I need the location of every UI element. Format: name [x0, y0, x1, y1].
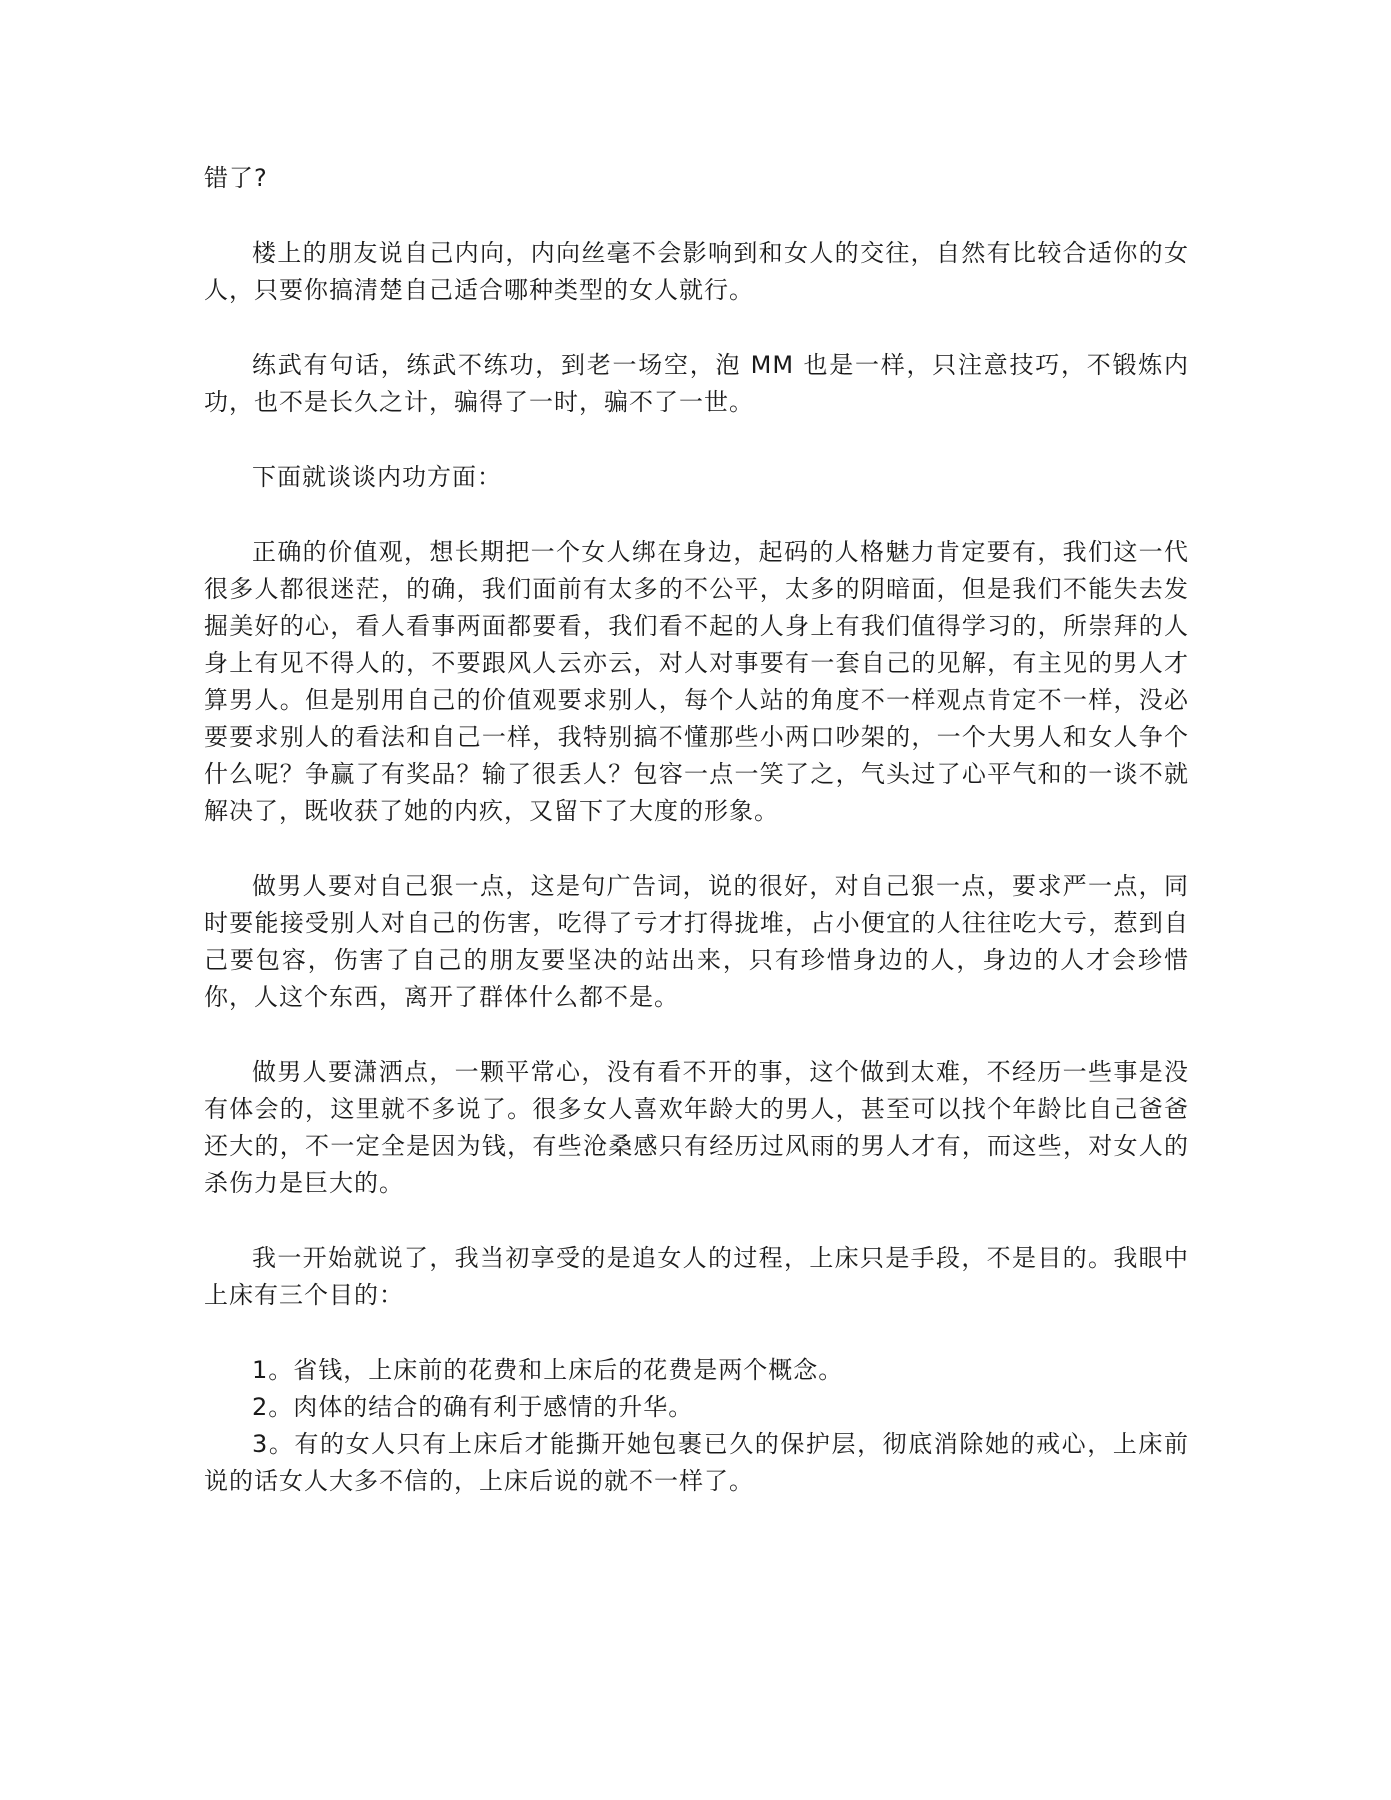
paragraph-3: 练武有句话，练武不练功，到老一场空，泡 MM 也是一样，只注意技巧，不锻炼内功，也不是长久之计，骗得了一时，骗不了一世。: [204, 351, 1189, 416]
paragraph-8: 我一开始就说了，我当初享受的是追女人的过程，上床只是手段，不是目的。我眼中上床有三个目的：: [204, 1244, 1189, 1309]
list-item: 1。省钱，上床前的花费和上床后的花费是两个概念。: [252, 1356, 844, 1384]
document-page: [204, 160, 1189, 1500]
numbered-list: [204, 1352, 1189, 1500]
list-item: 3。有的女人只有上床后才能撕开她包裹已久的保护层，彻底消除她的戒心，上床前说的话女人大多不信的，上床后说的就不一样了。: [204, 1430, 1189, 1495]
paragraph-1: 错了?: [204, 164, 268, 192]
list-item: 2。肉体的结合的确有利于感情的升华。: [252, 1393, 694, 1421]
paragraph-7: 做男人要潇洒点，一颗平常心，没有看不开的事，这个做到太难，不经历一些事是没有体会的，这里就不多说了。很多女人喜欢年龄大的男人，甚至可以找个年龄比自己爸爸还大的，不一定全是因为钱，有些沧桑感只有经历过风雨的男人才有，而这些，对女人的杀伤力是巨大的。: [204, 1058, 1189, 1197]
paragraph-4: 下面就谈谈内功方面：: [252, 463, 502, 491]
paragraph-2: 楼上的朋友说自己内向，内向丝毫不会影响到和女人的交往，自然有比较合适你的女人，只要你搞清楚自己适合哪种类型的女人就行。: [204, 239, 1189, 304]
paragraph-5: 正确的价值观，想长期把一个女人绑在身边，起码的人格魅力肯定要有，我们这一代很多人都很迷茫，的确，我们面前有太多的不公平，太多的阴暗面，但是我们不能失去发掘美好的心，看人看事两面都要看，我们看不起的人身上有我们值得学习的，所崇拜的人身上有见不得人的，不要跟风人云亦云，对人对事要有一套自己的见解，有主见的男人才算男人。但是别用自己的价值观要求别人，每个人站的角度不一样观点肯定不一样，没必要要求别人的看法和自己一样，我特别搞不懂那些小两口吵架的，一个大男人和女人争个什么呢？争赢了有奖品？输了很丢人？包容一点一笑了之，气头过了心平气和的一谈不就解决了，既收获了她的内疚，又留下了大度的形象。: [204, 538, 1189, 825]
paragraph-6: 做男人要对自己狠一点，这是句广告词，说的很好，对自己狠一点，要求严一点，同时要能接受别人对自己的伤害，吃得了亏才打得拢堆，占小便宜的人往往吃大亏，惹到自己要包容，伤害了自己的朋友要坚决的站出来，只有珍惜身边的人，身边的人才会珍惜你，人这个东西，离开了群体什么都不是。: [204, 872, 1189, 1011]
